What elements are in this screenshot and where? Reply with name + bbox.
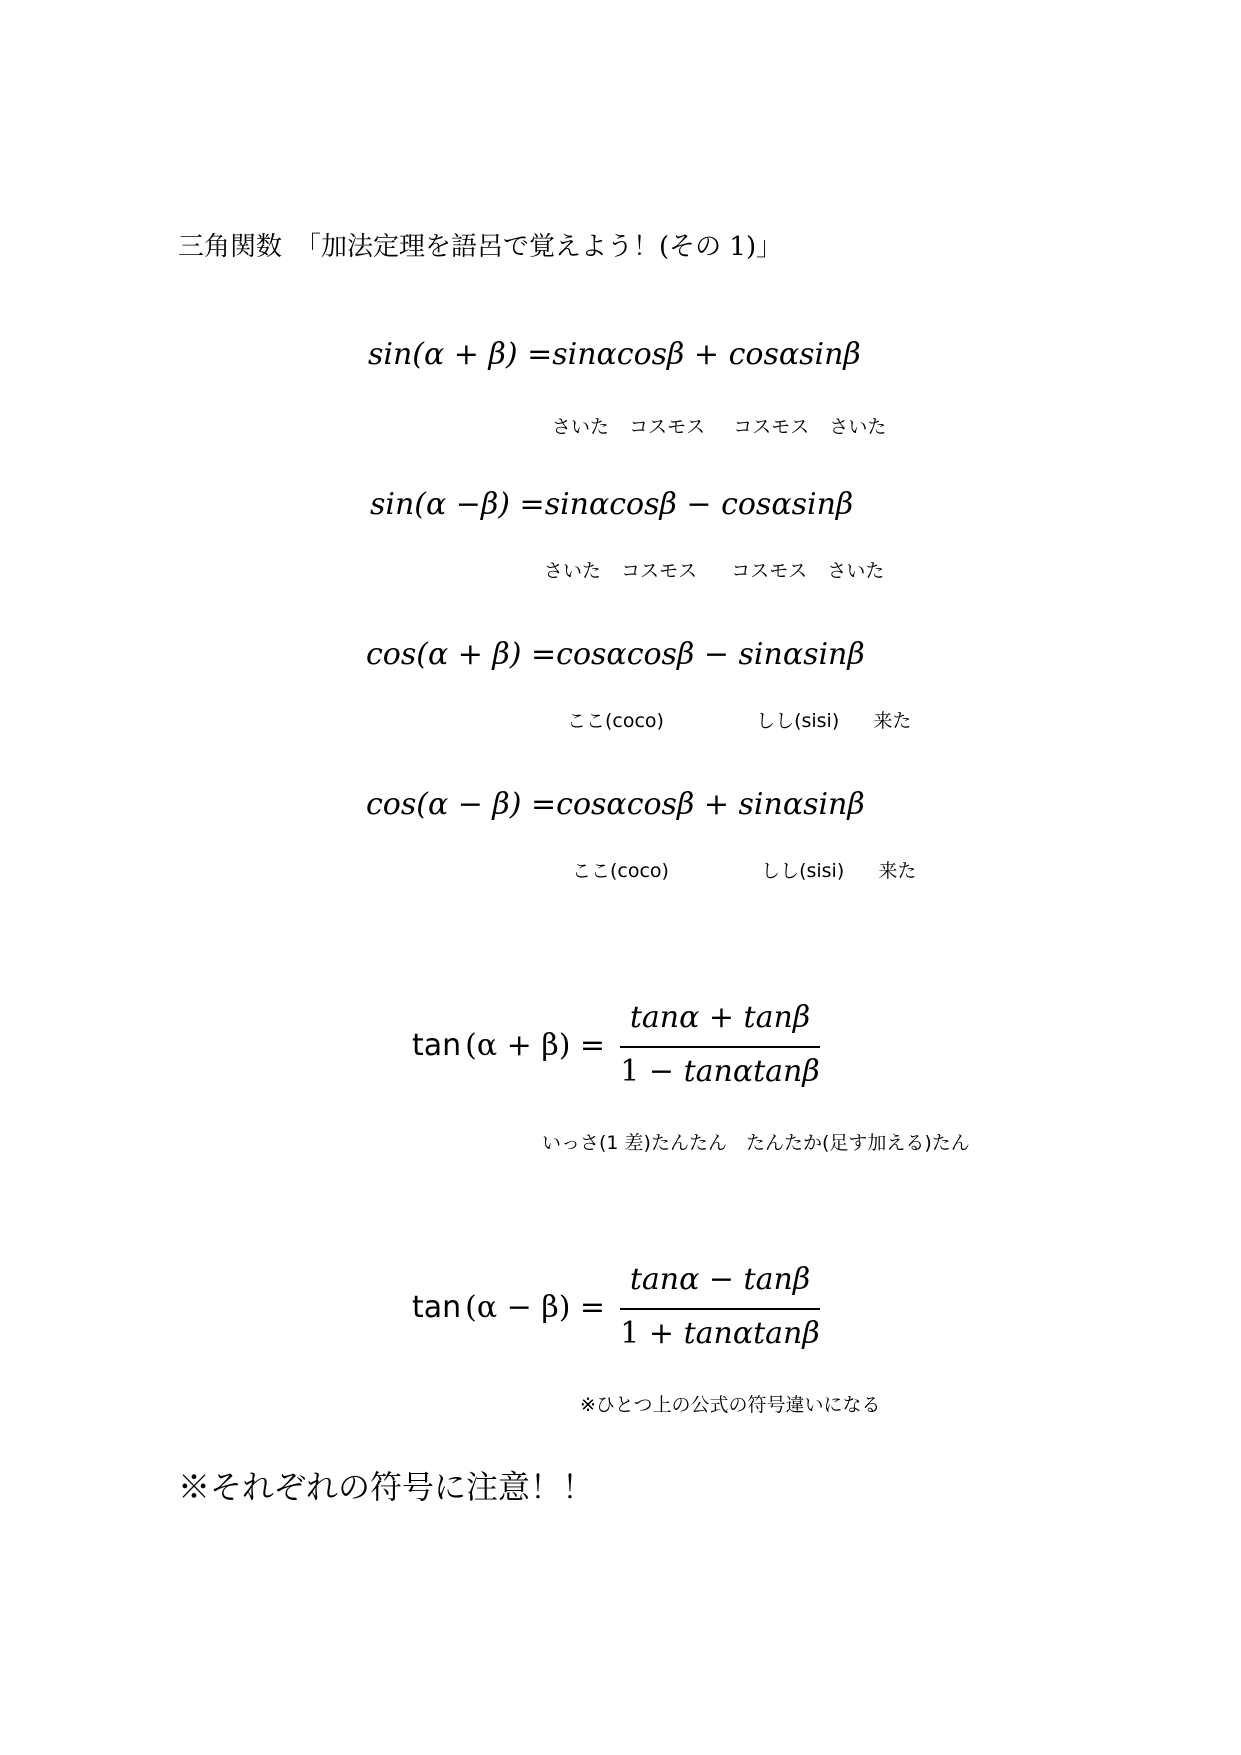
- formula-lhs: cos(α − β): [366, 787, 522, 822]
- mnemonic-tan-sum: いっさ(1 差)たんたん たんたか(足す加える)たん: [542, 1132, 970, 1154]
- mnemonic-word: ここ(coco): [567, 710, 664, 732]
- formula-rhs: cosαcosβ + sinαsinβ: [556, 787, 865, 822]
- fraction-numerator: tanα − tanβ: [629, 1262, 811, 1297]
- denominator-terms: + tanαtanβ: [639, 1316, 820, 1351]
- formula-cos-sum: [366, 637, 865, 672]
- footer-note: ※それぞれの符号に注意！！: [178, 1468, 595, 1506]
- mnemonic-word: コスモス: [629, 416, 706, 438]
- mnemonic-word: 来た: [878, 860, 917, 882]
- tan-function-label: tan: [412, 1028, 462, 1063]
- mnemonic-sin-sum: [552, 412, 886, 439]
- formula-equals: =: [531, 787, 557, 822]
- mnemonic-word: さいた: [827, 560, 885, 582]
- formula-rhs: cosαcosβ − sinαsinβ: [556, 637, 865, 672]
- formula-cos-diff: [366, 787, 865, 822]
- fraction-denominator: [620, 1054, 820, 1089]
- formula-lhs: sin(α −β): [370, 487, 510, 522]
- mnemonic-word: さいた: [544, 560, 602, 582]
- formula-equals: =: [519, 487, 545, 522]
- formula-sin-diff: [370, 487, 854, 522]
- denominator-constant: 1: [620, 1316, 640, 1351]
- page-title: 三角関数 「加法定理を語呂で覚えよう！(その 1)」: [178, 232, 783, 262]
- fraction-denominator: [620, 1316, 820, 1351]
- fraction-bar: [620, 1308, 820, 1310]
- formula-tan-diff: [412, 1290, 605, 1325]
- mnemonic-sin-diff: [544, 556, 884, 583]
- formula-rhs: sinαcosβ + cosαsinβ: [552, 337, 861, 372]
- mnemonic-word: さいた: [829, 416, 887, 438]
- formula-rhs: sinαcosβ − cosαsinβ: [544, 487, 854, 522]
- formula-equals: =: [527, 337, 553, 372]
- mnemonic-word: コスモス: [731, 560, 808, 582]
- mnemonic-tan-diff: ※ひとつ上の公式の符号違いになる: [580, 1394, 881, 1416]
- mnemonic-word: しし(sisi): [761, 860, 845, 882]
- formula-tan-sum: [412, 1028, 605, 1063]
- formula-equals: =: [531, 637, 557, 672]
- tan-args: (α + β) =: [465, 1028, 606, 1063]
- fraction-bar: [620, 1046, 820, 1048]
- mnemonic-word: 来た: [873, 710, 912, 732]
- tan-function-label: tan: [412, 1290, 462, 1325]
- tan-args: (α − β) =: [465, 1290, 606, 1325]
- denominator-terms: − tanαtanβ: [639, 1054, 820, 1089]
- formula-lhs: sin(α + β): [368, 337, 518, 372]
- formula-lhs: cos(α + β): [366, 637, 522, 672]
- mnemonic-word: さいた: [552, 416, 610, 438]
- mnemonic-word: しし(sisi): [756, 710, 840, 732]
- formula-sin-sum: [368, 337, 861, 372]
- mnemonic-cos-sum: [567, 706, 911, 733]
- mnemonic-word: コスモス: [733, 416, 810, 438]
- mnemonic-word: ここ(coco): [572, 860, 669, 882]
- fraction-numerator: tanα + tanβ: [629, 1000, 811, 1035]
- mnemonic-word: コスモス: [621, 560, 698, 582]
- denominator-constant: 1: [620, 1054, 640, 1089]
- mnemonic-cos-diff: [572, 856, 916, 883]
